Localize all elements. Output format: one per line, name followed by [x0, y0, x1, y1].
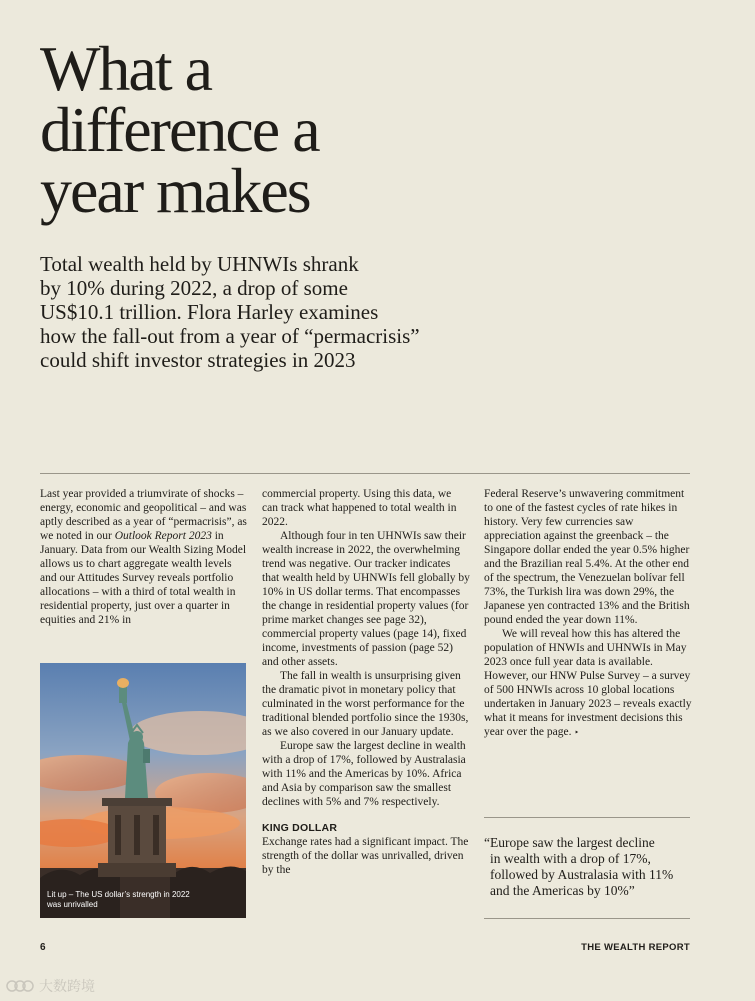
body-text: Last year provided a triumvirate of shocks – energy, economic and geopolitical – and was aptly described as a year of “permacrisis”, as we noted in our: [40, 488, 247, 542]
pullquote-line: followed by Australasia with 11%: [490, 867, 674, 882]
body-paragraph: Europe saw the largest decline in wealth with a drop of 17%, followed by Australasia with 11% and the Americas by 10%. Africa and Asia by comparison saw the smallest declines with 5% and 7% respectively.: [262, 740, 466, 808]
publication-title: THE WEALTH REPORT: [581, 942, 690, 953]
watermark: [6, 977, 95, 995]
standfirst: [40, 252, 480, 372]
pullquote-line: and the Americas by 10%”: [490, 883, 635, 898]
watermark-logo-icon: [6, 978, 36, 994]
pullquote: [484, 835, 690, 899]
body-paragraph: commercial property. Using this data, we can track what happened to total wealth in 2022.: [262, 488, 457, 528]
body-paragraph: Although four in ten UHNWIs saw their wealth increase in 2022, the overwhelming trend was negative. Our tracker indicates that wealth held by UHNWIs fell globally by 10% in US dollar terms. That encompasses the change in residential property values (for prime market changes see page 32), commercial property values (page 14), fixed income, investments of passion (page 52) and other assets.: [262, 530, 470, 668]
standfirst-line: by 10% during 2022, a drop of some: [40, 276, 348, 300]
standfirst-line: how the fall-out from a year of “permacrisis”: [40, 324, 420, 348]
body-paragraph: [484, 627, 692, 740]
pullquote-top-rule: [484, 817, 690, 818]
body-paragraph: Federal Reserve’s unwavering commitment to one of the fastest cycles of rate hikes in history. Very few currencies saw appreciation against the greenback – the Singapore dollar ended the year 0.5% higher and the Brazilian real 5.4%. At the other end of the spectrum, the Venezuelan bolívar fell 73%, the Turkish lira was down 29%, the Japanese yen contracted 13% and the British pound ended the year down 11%.: [484, 488, 690, 626]
body-paragraph: The fall in wealth is unsurprising given the dramatic pivot in monetary policy that culminated in the worst performance for the traditional blended portfolio since the 1930s, as we also covered in our January update.: [262, 670, 469, 738]
body-text: in January. Data from our Wealth Sizing Model allows us to chart aggregate wealth levels and our Attitudes Survey reveals portfolio allocations – with a third of total wealth in residential property, just over a quarter in equities and 21% in: [40, 530, 247, 626]
body-text: We will reveal how this has altered the population of HNWIs and UHNWIs in May 2023 once full year data is available. However, our HNW Pulse Survey – a survey of 500 HNWIs across 10 global locations undertaken in January 2023 – reveals exactly what it means for investment decisions this year over the page.: [484, 628, 692, 738]
standfirst-line: Total wealth held by UHNWIs shrank: [40, 252, 359, 276]
page-number: 6: [40, 942, 46, 953]
headline-line: What a: [40, 33, 211, 104]
standfirst-line: US$10.1 trillion. Flora Harley examines: [40, 300, 379, 324]
body-paragraph: [40, 487, 248, 627]
standfirst-line: could shift investor strategies in 2023: [40, 348, 356, 372]
headline-line: difference a: [40, 94, 319, 165]
watermark-text: 大数跨境: [39, 979, 95, 995]
body-column-2: [262, 487, 470, 877]
headline: [40, 33, 319, 226]
pullquote-line: “Europe saw the largest decline: [484, 835, 655, 850]
top-divider: [40, 473, 690, 474]
pullquote-line: in wealth with a drop of 17%,: [490, 851, 651, 866]
statue-of-liberty-image: [40, 663, 246, 918]
photo-caption: Lit up – The US dollar’s strength in 2022 was unrivalled: [47, 890, 190, 909]
report-title-italic: Outlook Report 2023: [114, 530, 212, 542]
continue-arrow-icon: ‣: [574, 728, 580, 737]
pullquote-bottom-rule: [484, 918, 690, 919]
headline-line: year makes: [40, 155, 310, 226]
body-column-1: [40, 487, 248, 627]
statue-of-liberty-photo: [40, 663, 246, 918]
body-column-3: [484, 487, 692, 740]
subheading: KING DOLLAR: [262, 822, 338, 834]
body-paragraph: Exchange rates had a significant impact. The strength of the dollar was unrivalled, driven by the: [262, 836, 469, 876]
